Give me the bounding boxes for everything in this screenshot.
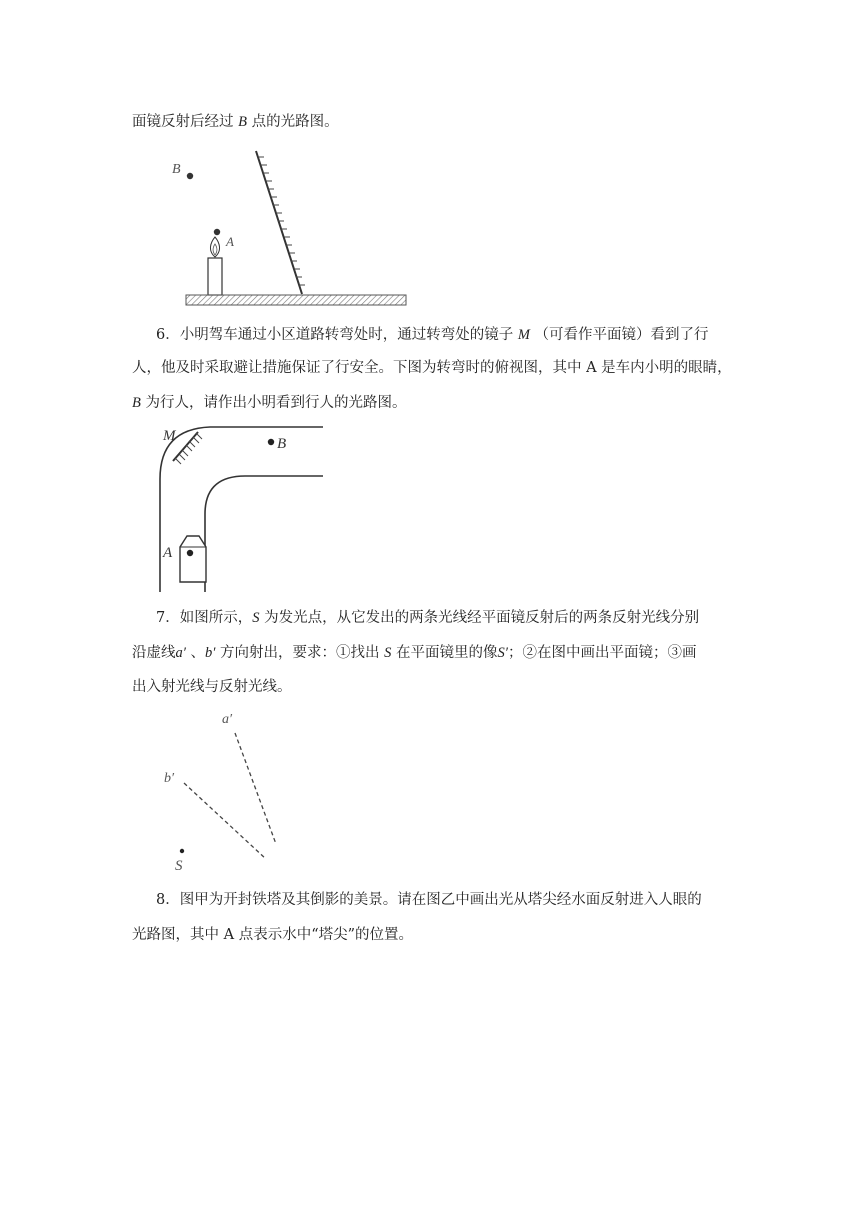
q5-label-a: A [226, 234, 234, 249]
q7-var-a-prime: a′ [175, 645, 186, 661]
q7-ray-a-prime [235, 733, 276, 844]
q6-text-a: 6．小明驾车通过小区道路转弯处时，通过转弯处的镜子 [156, 327, 518, 343]
q6-label-b: B [277, 436, 287, 452]
q7-var-b-prime: b′ [205, 645, 216, 661]
q7-text-f: 在平面镜里的像 [391, 645, 498, 661]
q5-text: 面镜反射后经过 [132, 114, 239, 130]
q6-var-m: M [517, 327, 530, 343]
q5-mirror [256, 151, 302, 294]
q5-point-b [187, 173, 193, 179]
q6-figure [155, 424, 325, 594]
q6-road-inner-edge [205, 476, 323, 592]
q7-label-b-prime: b′ [164, 771, 175, 786]
q7-text-g: ；②在图中画出平面镜；③画 [507, 645, 697, 661]
q5-point-a [214, 229, 220, 235]
q7-text-b: 为发光点，从它发出的两条光线经平面镜反射后的两条反射光线分别 [259, 610, 700, 626]
q5-table [186, 295, 406, 305]
q6-text-line1 [156, 325, 709, 345]
q7-text-a: 7．如图所示， [156, 610, 253, 626]
q7-figure [160, 708, 300, 878]
q6-text-b: （可看作平面镜）看到了行 [529, 327, 709, 343]
q7-label-a-prime: a′ [222, 712, 233, 727]
q6-point-a [187, 550, 193, 556]
q7-point-s [180, 849, 184, 853]
q7-ray-b-prime [184, 783, 266, 859]
q5-var-b: B [238, 114, 247, 130]
q8-text-line1: 8．图甲为开封铁塔及其倒影的美景。请在图乙中画出光从塔尖经水面反射进入人眼的 [156, 892, 702, 908]
q7-var-s-prime: S′ [497, 645, 508, 661]
q6-mirror-hatch [175, 433, 202, 464]
q7-text-c: 沿虚线 [132, 645, 176, 661]
q6-car-icon [180, 536, 206, 582]
q6-text-line2: 人，他及时采取避让措施保证了行安全。下图为转弯时的俯视图，其中 A 是车内小明的眼睛， [132, 360, 732, 376]
q5-candle [208, 258, 222, 295]
q5-flame-icon [210, 237, 219, 257]
q6-text-c: 为行人，请作出小明看到行人的光路图。 [140, 395, 407, 411]
q6-label-m: M [163, 428, 176, 444]
q7-text-line3: 出入射光线与反射光线。 [132, 679, 292, 695]
q7-text-line2 [132, 643, 696, 663]
q5-figure [170, 145, 410, 310]
q7-var-s2: S [384, 645, 392, 661]
q7-text-d: 、 [185, 645, 206, 661]
q6-var-b: B [132, 395, 141, 411]
q6-point-b [268, 439, 274, 445]
q7-text-e: 方向射出，要求：①找出 [215, 645, 385, 661]
q7-var-s: S [252, 610, 260, 626]
q5-text-line1 [132, 112, 339, 132]
q8-text-line2: 光路图，其中 A 点表示水中“塔尖”的位置。 [132, 927, 414, 943]
q7-label-s: S [175, 858, 183, 874]
q5-label-b: B [172, 162, 181, 177]
q6-label-a: A [163, 545, 173, 561]
q6-text-line3 [132, 393, 406, 413]
q7-text-line1 [156, 608, 699, 628]
q5-text-tail: 点的光路图。 [246, 114, 339, 130]
